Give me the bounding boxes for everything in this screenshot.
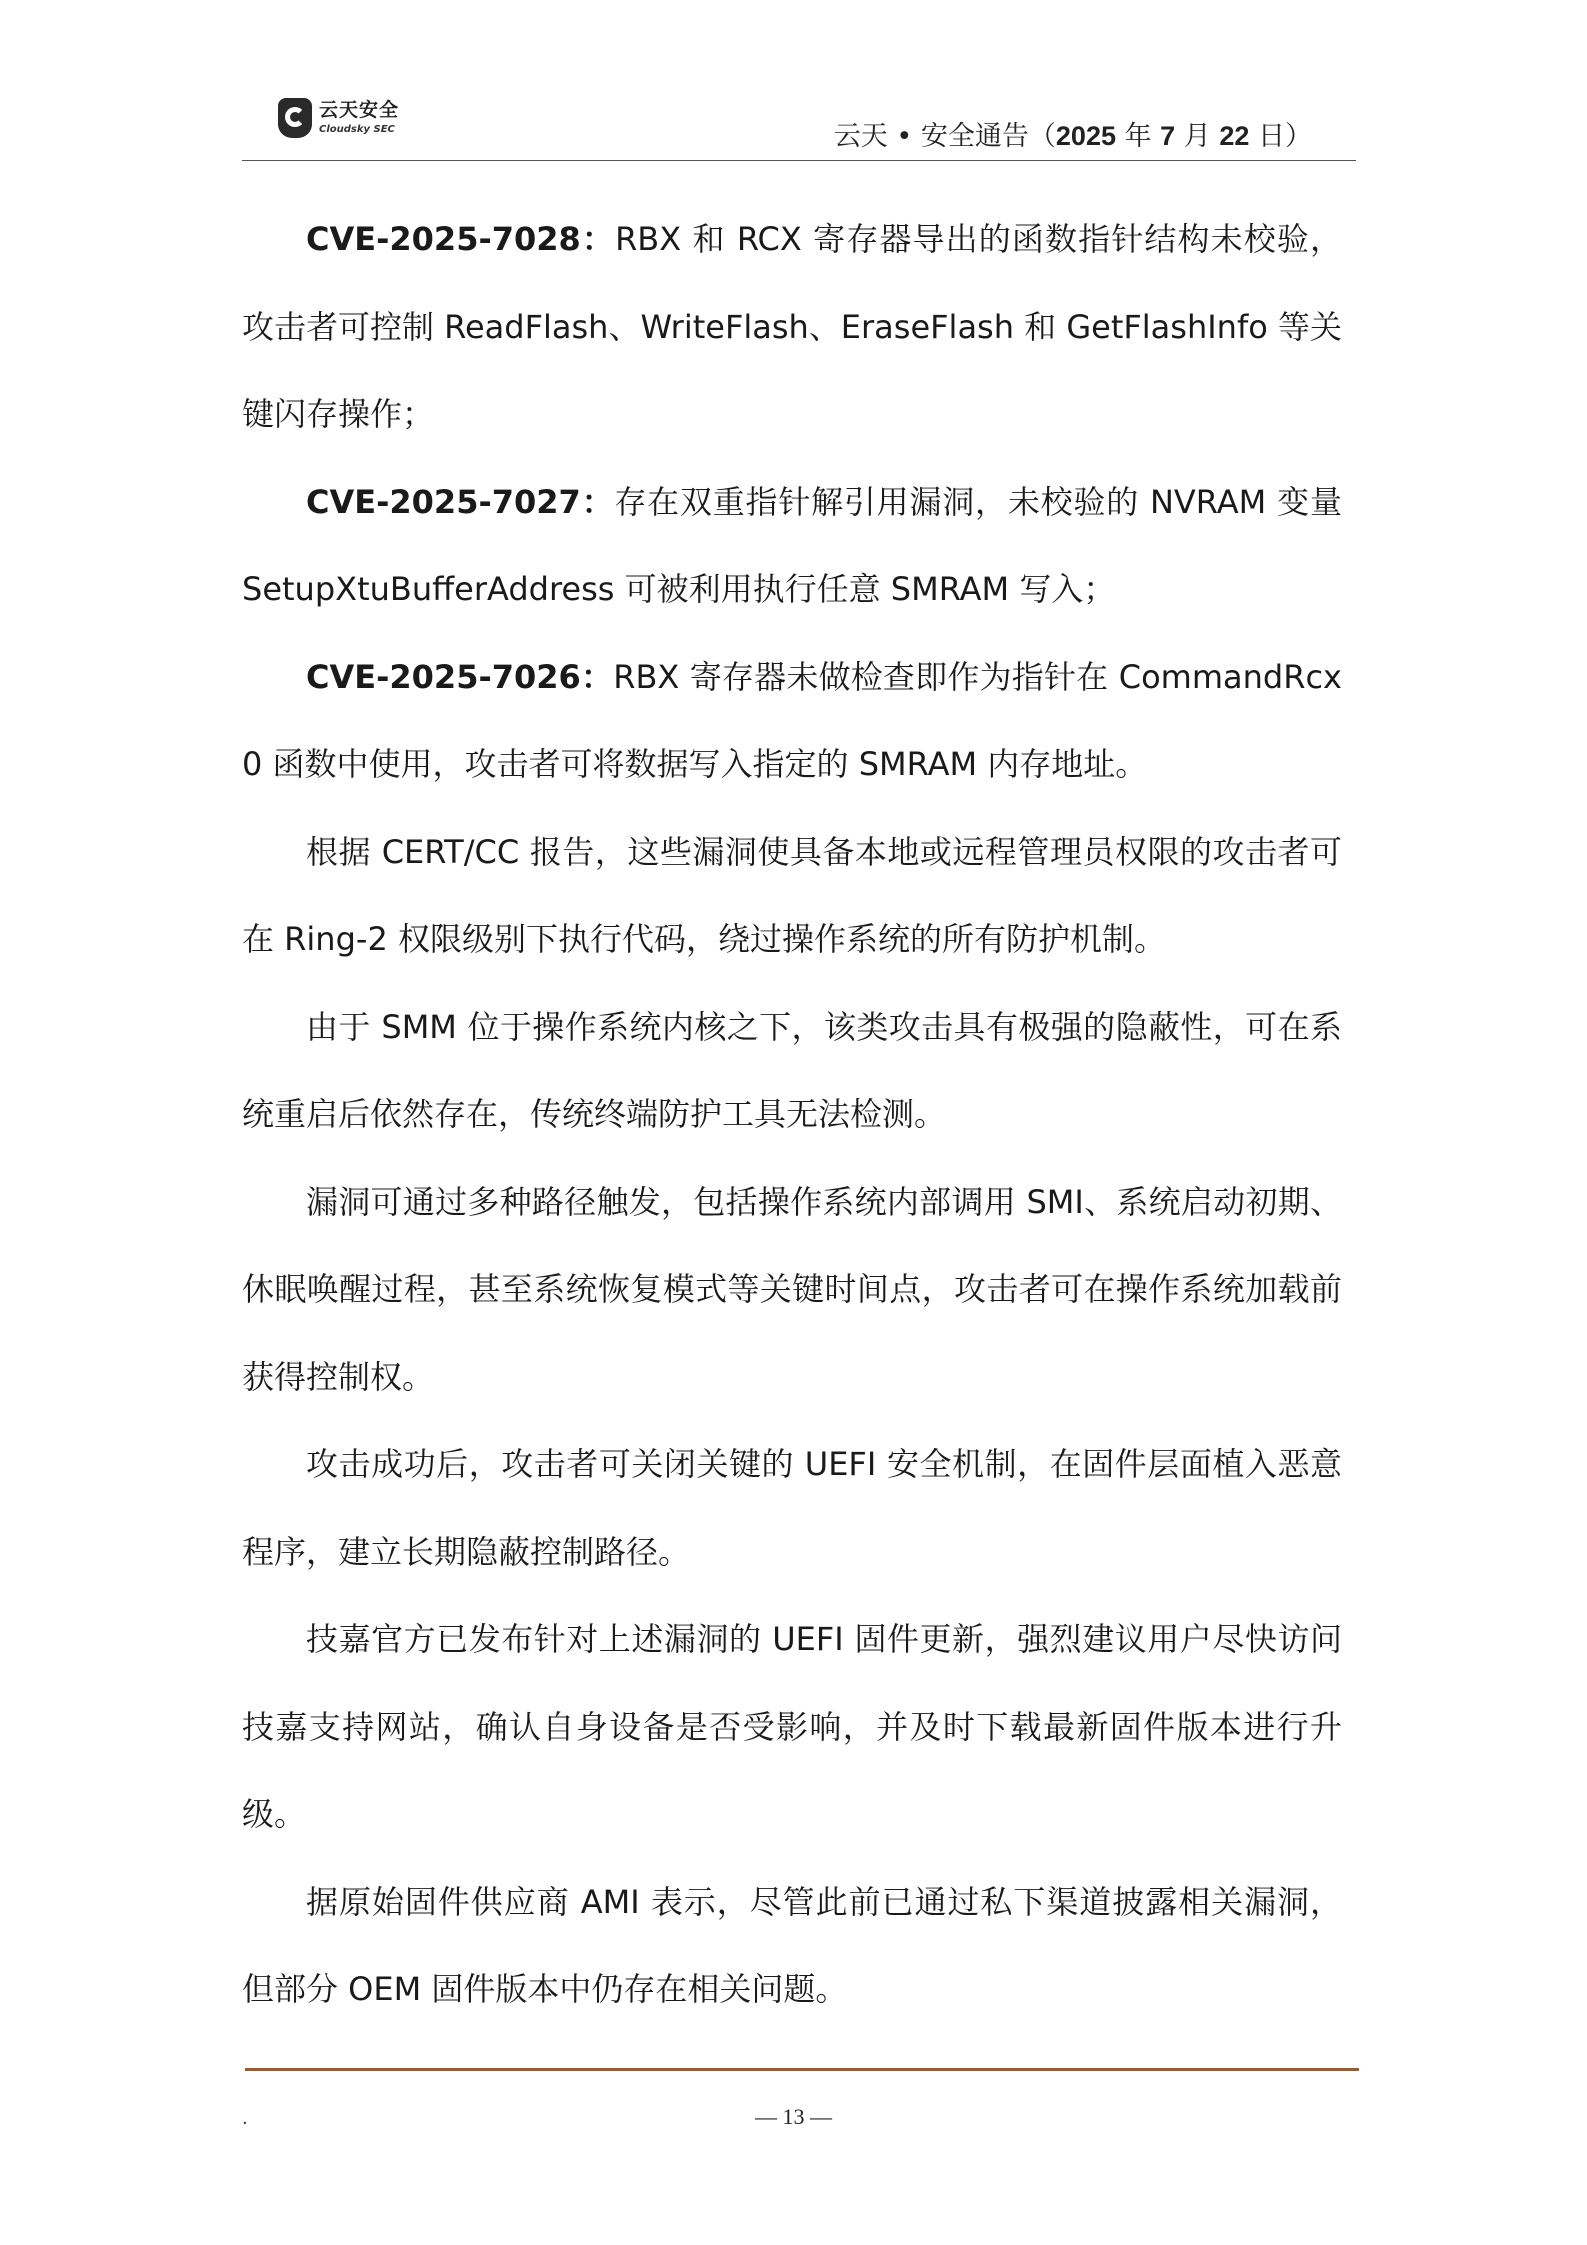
paragraph-cert-report <box>242 809 1342 984</box>
cve-id: CVE-2025-7027： <box>306 482 615 521</box>
title-day-suffix: 日） <box>1249 121 1312 152</box>
cloudsky-logo <box>278 98 399 138</box>
footer-divider <box>245 2068 1359 2071</box>
title-year: 2025 <box>1055 121 1116 151</box>
paragraph-cve-7027 <box>242 459 1342 634</box>
shield-logo-icon <box>278 98 312 138</box>
footer-dot: . <box>242 2108 248 2129</box>
logo-cn: 云天安全 <box>319 99 400 121</box>
title-month: 7 <box>1160 121 1176 151</box>
cve-id: CVE-2025-7026： <box>306 657 614 696</box>
paragraph-cve-7028 <box>242 196 1342 459</box>
page-header <box>242 92 1356 160</box>
paragraph-text: RBX 和 RCX 寄存器导出的函数指针结构未校验，攻击者可控制 ReadFlash、WriteFlash、EraseFlash 和 GetFlashInfo 等关键闪存操作； <box>242 220 1342 433</box>
title-prefix: 云天 • 安全通告（ <box>833 121 1056 152</box>
logo-en: Cloudsky SEC <box>319 124 395 135</box>
document-body <box>242 196 1342 2034</box>
paragraph-gigabyte-update <box>242 1596 1342 1859</box>
paragraph-text: 由于 SMM 位于操作系统内核之下，该类攻击具有极强的隐蔽性，可在系统重启后依然存在，传统终端防护工具无法检测。 <box>242 1007 1342 1133</box>
paragraph-ami-statement <box>242 1859 1342 2034</box>
title-year-suffix: 年 <box>1115 121 1161 152</box>
bulletin-title <box>834 114 1312 153</box>
paragraph-text: 攻击成功后，攻击者可关闭关键的 UEFI 安全机制，在固件层面植入恶意程序，建立长期隐蔽控制路径。 <box>242 1445 1342 1571</box>
logo-text <box>319 101 399 135</box>
title-month-suffix: 月 <box>1175 121 1220 152</box>
cve-id: CVE-2025-7028： <box>306 220 616 258</box>
paragraph-cve-7026 <box>242 634 1342 809</box>
paragraph-text: RBX 寄存器未做检查即作为指针在 CommandRcx0 函数中使用，攻击者可将数据写入指定的 SMRAM 内存地址。 <box>242 657 1342 783</box>
paragraph-trigger-paths <box>242 1159 1342 1422</box>
paragraph-smm-stealth <box>242 984 1342 1159</box>
paragraph-text: 漏洞可通过多种路径触发，包括操作系统内部调用 SMI、系统启动初期、休眠唤醒过程，甚至系统恢复模式等关键时间点，攻击者可在操作系统加载前获得控制权。 <box>242 1182 1342 1396</box>
paragraph-attack-impact <box>242 1421 1342 1596</box>
title-day: 22 <box>1219 121 1250 151</box>
paragraph-text: 据原始固件供应商 AMI 表示，尽管此前已通过私下渠道披露相关漏洞，但部分 OEM 固件版本中仍存在相关问题。 <box>242 1882 1342 2008</box>
paragraph-text: 技嘉官方已发布针对上述漏洞的 UEFI 固件更新，强烈建议用户尽快访问技嘉支持网站，确认自身设备是否受影响，并及时下载最新固件版本进行升级。 <box>242 1620 1342 1833</box>
page-number: — 13 — <box>755 2104 832 2129</box>
paragraph-text: 存在双重指针解引用漏洞，未校验的 NVRAM 变量 SetupXtuBufferAddress 可被利用执行任意 SMRAM 写入； <box>242 482 1342 608</box>
paragraph-text: 根据 CERT/CC 报告，这些漏洞使具备本地或远程管理员权限的攻击者可在 Ring-2 权限级别下执行代码，绕过操作系统的所有防护机制。 <box>242 832 1342 958</box>
header-divider <box>242 160 1356 161</box>
